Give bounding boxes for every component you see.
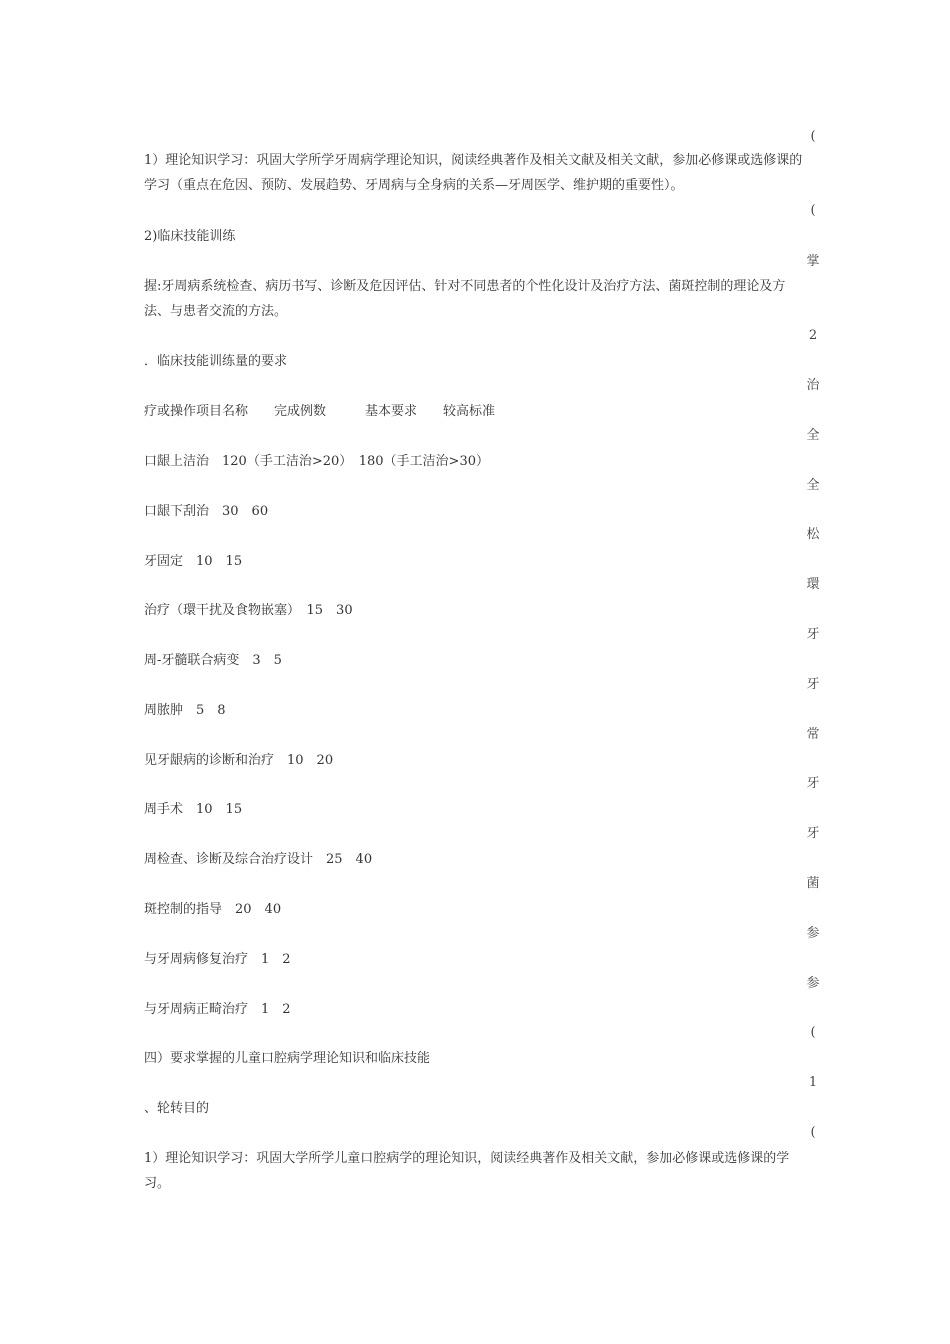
table-row-restorative-treatment: 与牙周病修复治疗 1 2 (144, 952, 291, 967)
margin-char: ( (810, 1125, 816, 1140)
margin-char: 2 (808, 328, 818, 343)
margin-char: 常 (806, 727, 820, 742)
margin-char: 全 (806, 478, 820, 493)
margin-char: ( (810, 203, 816, 218)
margin-char: 環 (806, 577, 820, 592)
margin-char: 掌 (806, 254, 820, 269)
margin-char: 牙 (806, 677, 820, 692)
heading-training-volume: ．临床技能训练量的要求 (144, 354, 288, 369)
margin-char: 牙 (806, 826, 820, 841)
table-row-perio-endo-lesion: 周-牙髓联合病变 3 5 (144, 653, 282, 668)
table-row-examination-diagnosis: 周检查、诊断及综合治疗设计 25 40 (144, 852, 373, 867)
margin-char: ( (810, 1025, 816, 1040)
margin-char: 松 (806, 527, 820, 542)
table-row-occlusal-treatment: 治疗（環干扰及食物嵌塞） 15 30 (144, 603, 353, 618)
margin-char: 参 (806, 926, 820, 941)
heading-pediatric-dentistry: 四）要求掌握的儿童口腔病学理论知识和临床技能 (144, 1051, 431, 1066)
margin-char: ( (810, 129, 816, 144)
paragraph-master-skills: 握:牙周病系统检查、病历书写、诊断及危因评估、针对不同患者的个性化设计及治疗方法、菌斑控制的理论及方法、与患者交流的方法。 (144, 279, 786, 319)
table-row-periodontal-abscess: 周脓肿 5 8 (144, 703, 226, 718)
margin-char: 全 (806, 428, 820, 443)
table-row-orthodontic-treatment: 与牙周病正畸治疗 1 2 (144, 1002, 291, 1017)
paragraph-theory-study-pediatric: 1）理论知识学习：巩固大学所学儿童口腔病学的理论知识，阅读经典著作及相关文献，参加必修课或选修课的学习。 (144, 1151, 790, 1191)
margin-char: 菌 (806, 876, 820, 891)
margin-char: 1 (808, 1075, 818, 1090)
table-header-line: 疗或操作项目名称 完成例数 基本要求 较高标准 (144, 404, 496, 419)
table-row-plaque-control: 斑控制的指导 20 40 (144, 902, 282, 917)
table-row-tooth-fixation: 牙固定 10 15 (144, 554, 243, 569)
paragraph-theory-study-periodontal: 1）理论知识学习：巩固大学所学牙周病学理论知识，阅读经典著作及相关文献及相关文献，参加必修课或选修课的学习（重点在危因、预防、发展趋势、牙周病与全身病的关系—牙周医学、维护期的重要性）。 (144, 153, 803, 193)
margin-char: 牙 (806, 627, 820, 642)
heading-clinical-skill-training: 2)临床技能训练 (144, 229, 236, 244)
table-row-supragingival-scaling: 口龈上洁治 120（手工洁治>20） 180（手工洁治>30） (144, 454, 489, 469)
table-row-subgingival-scaling: 口龈下刮治 30 60 (144, 504, 269, 519)
table-row-periodontal-surgery: 周手术 10 15 (144, 802, 243, 817)
margin-char: 参 (806, 976, 820, 991)
table-row-gingival-disease: 见牙龈病的诊断和治疗 10 20 (144, 753, 334, 768)
margin-char: 牙 (806, 776, 820, 791)
heading-rotation-purpose: 、轮转目的 (144, 1101, 210, 1116)
margin-char: 治 (806, 378, 820, 393)
